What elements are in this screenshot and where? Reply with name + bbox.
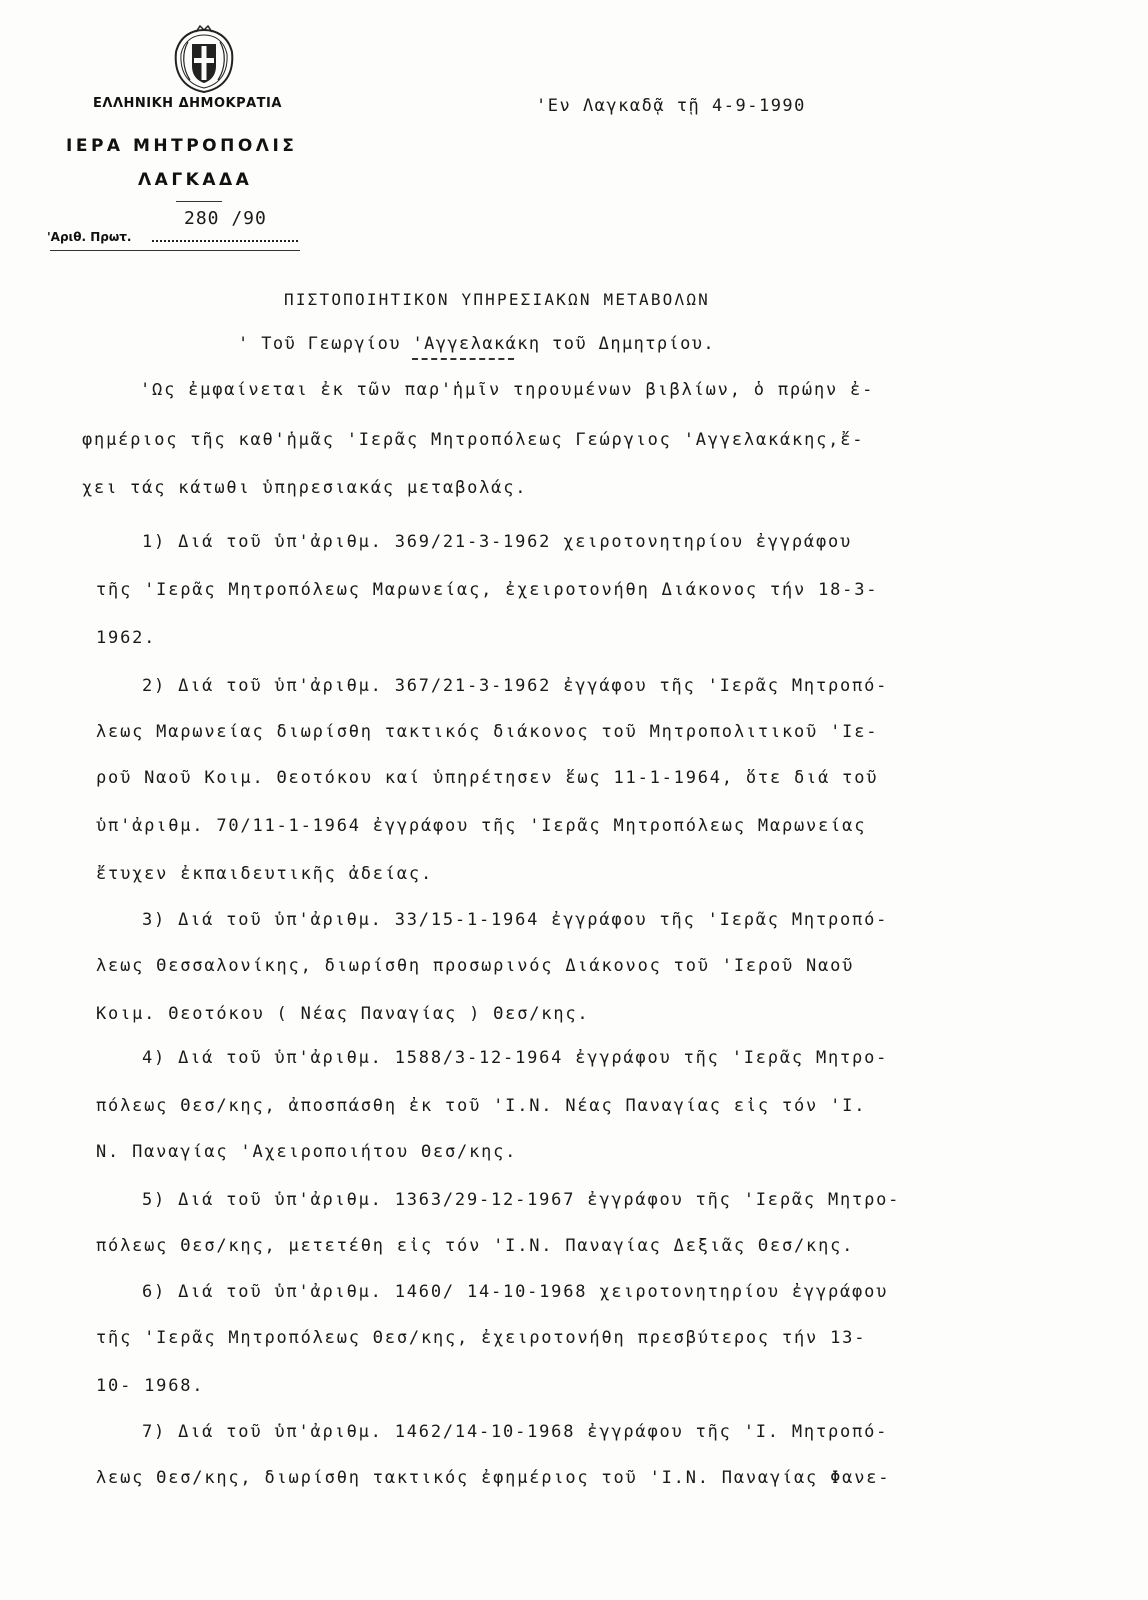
body-line: λεως Μαρωνείας διωρίσθη τακτικός διάκονος τοῦ Μητροπολιτικοῦ 'Ιε- — [96, 722, 879, 742]
body-line: 3) Διά τοῦ ὑπ'ἀριθμ. 33/15-1-1964 ἐγγράφου τῆς 'Ιερᾶς Μητροπό- — [142, 910, 889, 930]
protocol-label: 'Αριθ. Πρωτ. — [47, 230, 132, 244]
metropolis-heading: ΙΕΡΑ ΜΗΤΡΟΠΟΛΙΣ — [66, 136, 298, 156]
body-line: 'Ως ἐμφαίνεται ἐκ τῶν παρ'ἡμῖν τηρουμένων βιβλίων, ὁ πρώην ἐ- — [140, 380, 875, 400]
subject-dashes — [412, 358, 514, 360]
body-line: 2) Διά τοῦ ὑπ'ἀριθμ. 367/21-3-1962 ἐγγάφου τῆς 'Ιερᾶς Μητροπό- — [142, 676, 889, 696]
body-line: Ν. Παναγίας 'Αχειροποιήτου Θεσ/κης. — [96, 1142, 518, 1162]
body-line: ὑπ'ἀριθμ. 70/11-1-1964 ἐγγράφου τῆς 'Ιερᾶς Μητροπόλεως Μαρωνείας — [96, 816, 867, 836]
document-subject: ' Τοῦ Γεωργίου 'Αγγελακάκη τοῦ Δημητρίου. — [238, 334, 716, 354]
body-line: Κοιμ. Θεοτόκου ( Νέας Παναγίας ) Θεσ/κης. — [96, 1004, 590, 1024]
body-line: χει τάς κάτωθι ὑπηρεσιακάς μεταβολάς. — [82, 478, 528, 498]
body-line: λεως Θεσσαλονίκης, διωρίσθη προσωρινός Διάκονος τοῦ 'Ιεροῦ Ναοῦ — [96, 956, 855, 976]
document-title: ΠΙΣΤΟΠΟΙΗΤΙΚΟΝ ΥΠΗΡΕΣΙΑΚΩΝ ΜΕΤΑΒΟΛΩΝ — [284, 290, 710, 309]
body-line: 1962. — [96, 628, 157, 648]
republic-heading: ΕΛΛΗΝΙΚΗ ΔΗΜΟΚΡΑΤΙΑ — [93, 96, 282, 111]
body-line: 10- 1968. — [96, 1376, 205, 1396]
protocol-underline — [50, 250, 300, 251]
body-line: 1) Διά τοῦ ὑπ'ἀριθμ. 369/21-3-1962 χειροτονητηρίου ἐγγράφου — [142, 532, 853, 552]
body-line: ἔτυχεν ἐκπαιδευτικῆς ἀδείας. — [96, 864, 433, 884]
body-line: 6) Διά τοῦ ὑπ'ἀριθμ. 1460/ 14-10-1968 χειροτονητηρίου ἐγγράφου — [142, 1282, 889, 1302]
body-line: 5) Διά τοῦ ὑπ'ἀριθμ. 1363/29-12-1967 ἐγγράφου τῆς 'Ιερᾶς Μητρο- — [142, 1190, 901, 1210]
protocol-dotted-line — [152, 240, 298, 242]
body-line: φημέριος τῆς καθ'ἡμᾶς 'Ιερᾶς Μητροπόλεως Γεώργιος 'Αγγελακάκης,ἔ- — [82, 430, 865, 450]
body-line: 4) Διά τοῦ ὑπ'ἀριθμ. 1588/3-12-1964 ἐγγράφου τῆς 'Ιερᾶς Μητρο- — [142, 1048, 889, 1068]
city-heading: ΛΑΓΚΑΔΑ — [138, 170, 253, 190]
body-line: πόλεως Θεσ/κης, ἀποσπάσθη ἐκ τοῦ 'Ι.Ν. Νέας Παναγίας εἰς τόν 'Ι. — [96, 1096, 867, 1116]
protocol-number-rule — [176, 201, 222, 202]
body-line: πόλεως Θεσ/κης, μετετέθη εἰς τόν 'Ι.Ν. Παναγίας Δεξιᾶς Θεσ/κης. — [96, 1236, 855, 1256]
body-line: τῆς 'Ιερᾶς Μητροπόλεως Μαρωνείας, ἐχειροτονήθη Διάκονος τήν 18-3- — [96, 580, 879, 600]
body-line: ροῦ Ναοῦ Κοιμ. Θεοτόκου καί ὑπηρέτησεν ἕως 11-1-1964, ὅτε διά τοῦ — [96, 768, 879, 788]
protocol-number: 280 /90 — [184, 208, 267, 229]
greek-coat-of-arms-icon — [168, 22, 240, 98]
body-line: 7) Διά τοῦ ὑπ'ἀριθμ. 1462/14-10-1968 ἐγγράφου τῆς 'Ι. Μητροπό- — [142, 1422, 889, 1442]
body-line: τῆς 'Ιερᾶς Μητροπόλεως Θεσ/κης, ἐχειροτονήθη πρεσβύτερος τήν 13- — [96, 1328, 867, 1348]
body-line: λεως Θεσ/κης, διωρίσθη τακτικός ἐφημέριος τοῦ 'Ι.Ν. Παναγίας Φανε- — [96, 1468, 891, 1488]
document-date: 'Εν Λαγκαδᾷ τῇ 4-9-1990 — [536, 96, 806, 116]
